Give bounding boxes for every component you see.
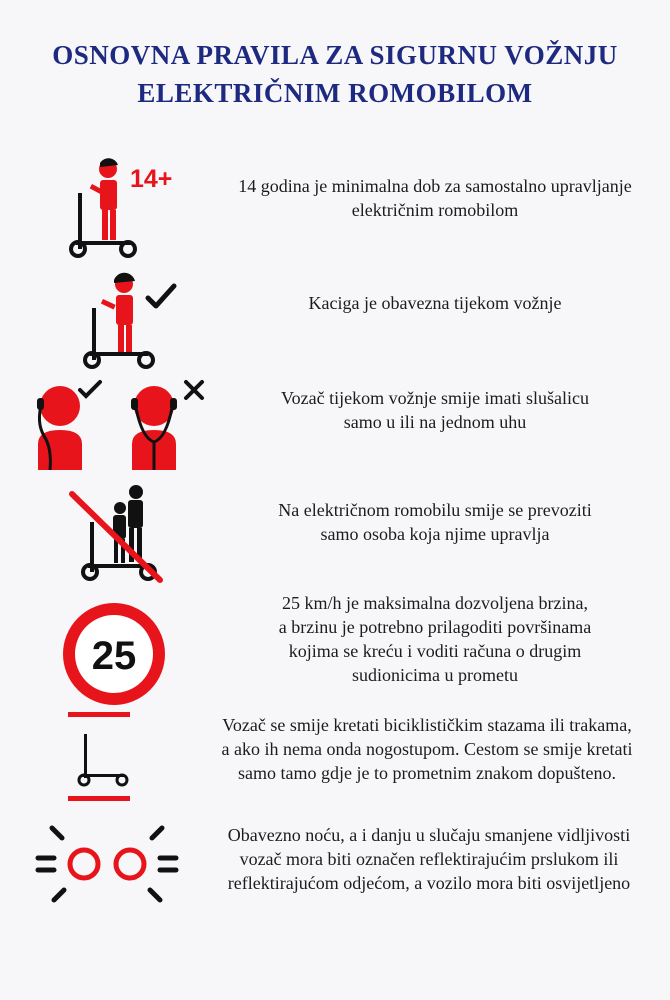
title-line-1: OSNOVNA PRAVILA ZA SIGURNU VOŽNJU xyxy=(52,40,618,70)
rule-headphones-text xyxy=(220,386,650,434)
age-badge: 14+ xyxy=(130,165,173,193)
rule-line: sudionicima u prometu xyxy=(352,665,518,685)
rule-line: Na električnom romobilu smije se prevoziti xyxy=(278,500,592,520)
scooter-lane-icon xyxy=(64,710,144,805)
poster-title xyxy=(0,36,670,112)
rule-line: vozač mora biti označen reflektirajućim prslukom ili xyxy=(239,849,619,869)
reflective-lights-icon xyxy=(32,820,184,908)
rule-line: samo tamo gdje je to prometnim znakom dopušteno. xyxy=(238,763,616,783)
speed-limit-value: 25 xyxy=(91,634,137,678)
rule-line: a brzinu je potrebno prilagoditi površinama xyxy=(278,617,592,637)
scooter-rider-helmet-check-icon xyxy=(78,270,188,375)
rule-line: Kaciga je obavezna tijekom vožnje xyxy=(308,293,562,313)
rule-line: Vozač se smije kretati biciklističkim stazama ili trakama, xyxy=(222,715,632,735)
rule-line: Vozač tijekom vožnje smije imati slušalicu xyxy=(280,388,590,408)
rule-line: a ako ih nema onda nogostupom. Cestom se smije kretati xyxy=(221,739,633,759)
rule-line: kojima se kreću i voditi računa o drugim xyxy=(288,641,582,661)
speed-limit-icon xyxy=(62,602,166,706)
rule-line: samo osoba koja njime upravlja xyxy=(320,524,550,544)
rule-speed-limit-text xyxy=(220,591,650,687)
rule-line: električnim romobilom xyxy=(351,200,519,220)
title-line-2: ELEKTRIČNIM ROMOBILOM xyxy=(137,78,533,108)
rule-helmet-text xyxy=(220,291,650,315)
rule-no-passenger-text xyxy=(220,498,650,546)
rule-line: reflektirajućom odjećom, a vozilo mora biti osvijetljeno xyxy=(227,873,631,893)
rule-line: Obavezno noću, a i danju u slučaju smanjene vidljivosti xyxy=(227,825,631,845)
rule-lanes-text xyxy=(188,713,666,785)
rule-line: 14 godina je minimalna dob za samostalno upravljanje xyxy=(238,176,632,196)
no-passenger-icon xyxy=(64,484,174,588)
headphones-one-ear-icon xyxy=(30,378,215,476)
rule-line: samo u ili na jednom uhu xyxy=(343,412,527,432)
scooter-rider-age-14-icon xyxy=(62,155,192,267)
rule-visibility-text xyxy=(192,823,666,895)
rule-line: 25 km/h je maksimalna dozvoljena brzina, xyxy=(282,593,588,613)
rule-min-age-text xyxy=(220,174,650,222)
